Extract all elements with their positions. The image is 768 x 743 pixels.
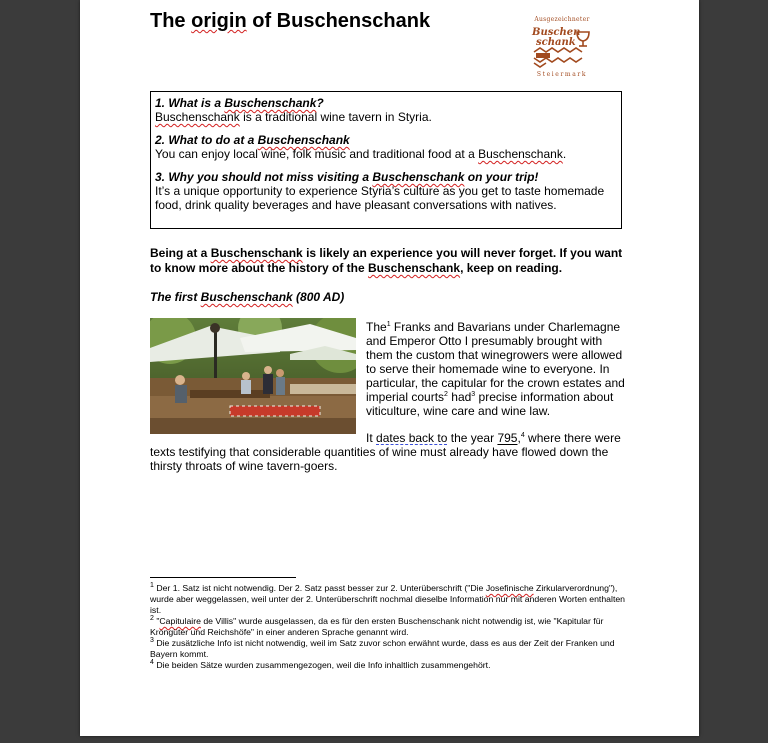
wine-glass-icon [528, 16, 596, 72]
heading-text: (800 AD) [292, 290, 345, 304]
body-paragraph-1 [366, 320, 632, 418]
logo-name-line2: schank [536, 37, 576, 48]
faq-question-text: on your trip! [464, 170, 539, 184]
faq-question-1 [155, 96, 617, 110]
body-text-grammar-flag: dates back to [376, 431, 448, 445]
section-heading [150, 290, 344, 304]
footnote-separator [150, 577, 296, 578]
footnote-text: de Villis" wurde ausgelassen, da es für den ersten Buschenschank nicht notwendig ist, wie "Kapitular für Krongüter und Reichshöfe" in einer anderen Sprache genannt wird. [150, 616, 604, 637]
footnote-text: Capitulaire [159, 616, 201, 626]
footnote-text: Die zusätzliche Info ist nicht notwendig, weil im Satz zuvor schon erwähnt wurde, dass es aus der Zeit der Franken und Bayern kommt. [150, 638, 615, 659]
faq-question-text: ? [316, 96, 324, 110]
footnote-text: Der 1. Satz ist nicht notwendig. Der 2. Satz passt besser zur 2. Unterüberschrift ("Die [153, 583, 486, 593]
intro-text: Buschenschank [368, 261, 461, 275]
footnote-4 [150, 660, 630, 671]
faq-answer-text: You can enjoy local wine, folk music and traditional food at a [155, 147, 479, 161]
faq-question-text: Buschenschank [224, 96, 317, 110]
body-text: had [447, 390, 472, 404]
body-text: the year [447, 431, 498, 445]
title-text: Buschenschank [276, 10, 431, 32]
body-text: The [366, 320, 387, 334]
footnote-text: " [153, 616, 160, 626]
footnote-text: Die beiden Sätze wurden zusammengezogen, weil die Info inhaltlich zusammengehört. [153, 660, 491, 670]
body-text: where there were texts testifying that considerable quantities of wine must already have flowed down the thirsty throats of wine tavern-goers. [150, 431, 621, 473]
footnotes [150, 583, 630, 671]
faq-question-text: 1. What is a [155, 96, 225, 110]
page-title [150, 10, 430, 33]
wine-tavern-photo [150, 318, 356, 434]
body-text: Franks and Bavarians under Charlemagne and Emperor Otto I presumably brought with them the custom that winegrowers were allowed to serve their homemade wine to everyone. In particular, the capitular for the crown estates and imperial courts [366, 320, 625, 404]
intro-text: , keep on reading. [460, 261, 563, 275]
intro-text: Buschenschank [210, 246, 303, 260]
title-text: of [246, 10, 277, 32]
body-text-year: 795 [497, 431, 518, 445]
footnote-ref[interactable]: 4 [520, 432, 525, 439]
faq-question-2 [155, 133, 617, 147]
faq-question-text: 3. Why you should not miss visiting a [155, 170, 373, 184]
faq-box [150, 91, 622, 229]
footnote-number: 1 [150, 582, 154, 590]
title-text-misspelled: origin [191, 10, 247, 32]
faq-question-text: 2. What to do at a [155, 133, 258, 147]
logo-name-line1: Buschen [532, 27, 581, 38]
faq-answer-2 [155, 147, 617, 161]
footnote-text: Zirkularverordnung"), wurde aber weggelassen, weil unter der 2. Unterüberschrift nochmal dieselbe Information nur mit anderen Worten enthalten ist. [150, 583, 626, 615]
footnote-1 [150, 583, 630, 616]
faq-answer-1 [155, 110, 617, 124]
faq-answer-text: Buschenschank [478, 147, 563, 161]
footnote-2 [150, 616, 630, 638]
body-text: , [517, 431, 521, 445]
body-text: It [366, 431, 377, 445]
footnote-number: 3 [150, 637, 154, 645]
body-paragraph-2 [150, 431, 632, 473]
logo-top-text: Ausgezeichneter [534, 16, 590, 23]
faq-answer-text: . [562, 147, 567, 161]
intro-text: Being at a [150, 246, 211, 260]
buschenschank-logo [528, 16, 596, 78]
footnote-ref[interactable]: 2 [444, 391, 448, 398]
faq-question-3 [155, 170, 617, 184]
footnote-number: 2 [150, 615, 154, 623]
faq-answer-3: It’s a unique opportunity to experience Styria’s culture as you get to taste homemade food, drink quality beverages and have pleasant conversations with natives. [155, 184, 605, 212]
faq-answer-text: Buschenschank [155, 110, 240, 124]
footnote-ref[interactable]: 3 [471, 391, 476, 398]
intro-text: is likely an experience you will never forget. If you want to know more about the history of the [150, 246, 623, 275]
document-page [80, 0, 699, 736]
faq-answer-text: is a traditional wine tavern in Styria. [239, 110, 432, 124]
title-text: The [150, 10, 192, 32]
logo-bottom-text: Steiermark [536, 71, 588, 78]
heading-text: Buschenschank [200, 290, 293, 304]
intro-paragraph [150, 246, 630, 276]
heading-text: The first [150, 290, 201, 304]
faq-question-text: Buschenschank [372, 170, 465, 184]
faq-question-text: Buschenschank [257, 133, 350, 147]
body-text: precise information about viticulture, wine care and wine law. [366, 390, 614, 418]
footnote-number: 4 [150, 659, 154, 667]
footnote-3 [150, 638, 630, 660]
footnote-text: Josefinische [485, 583, 534, 593]
footnote-ref[interactable]: 1 [386, 321, 391, 328]
